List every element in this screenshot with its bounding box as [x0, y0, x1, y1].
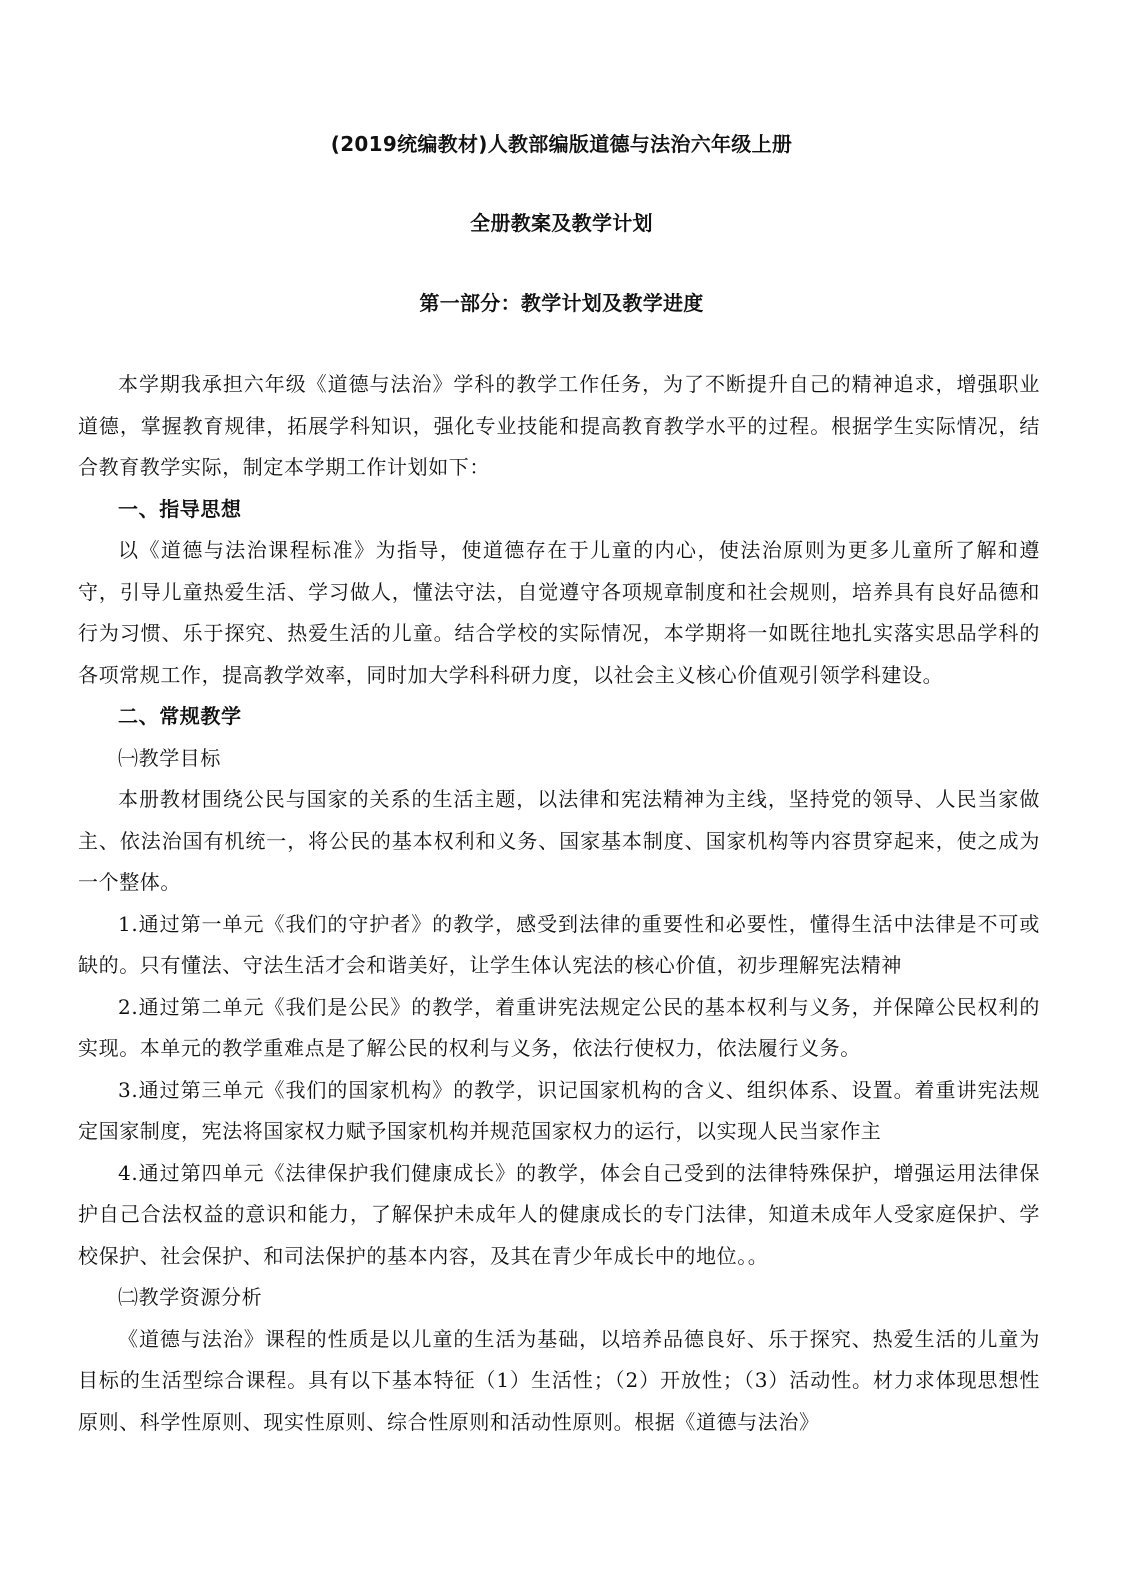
- section-heading-guiding-thought: 一、指导思想: [118, 496, 242, 521]
- resource-analysis-paragraph: 《道德与法治》课程的性质是以儿童的生活为基础，以培养品德良好、乐于探究、热爱生活的儿童为目标的生活型综合课程。具有以下基本特征（1）生活性；（2）开放性；（3）活动性。材力求体现思想性原则、科学性原则、现实性原则、综合性原则和活动性原则。根据《道德与法治》: [78, 1326, 1040, 1434]
- document-body: [78, 364, 1040, 1443]
- subheading-resource-analysis: ㈡教学资源分析: [118, 1285, 263, 1309]
- intro-paragraph: 本学期我承担六年级《道德与法治》学科的教学工作任务，为了不断提升自己的精神追求，增强职业道德，掌握教育规律，拓展学科知识，强化专业技能和提高教育教学水平的过程。根据学生实际情况，结合教育教学实际，制定本学期工作计划如下：: [78, 372, 1040, 479]
- section-heading-routine-teaching: 二、常规教学: [118, 704, 242, 728]
- goal-item-3: 3.通过第三单元《我们的国家机构》的教学，识记国家机构的含义、组织体系、设置。着重讲宪法规定国家制度，宪法将国家权力赋予国家机构并规范国家权力的运行，以实现人民当家作主: [78, 1077, 1040, 1143]
- guiding-thought-paragraph: 以《道德与法治课程标准》为指导，使道德存在于儿童的内心，使法治原则为更多儿童所了解和遵守，引导儿童热爱生活、学习做人，懂法守法，自觉遵守各项规章制度和社会规则，培养具有良好品德和行为习惯、乐于探究、热爱生活的儿童。结合学校的实际情况，本学期将一如既往地扎实落实思品学科的各项常规工作，提高教学效率，同时加大学科科研力度，以社会主义核心价值观引领学科建设。: [78, 538, 1040, 687]
- goal-item-2: 2.通过第二单元《我们是公民》的教学，着重讲宪法规定公民的基本权利与义务，并保障公民权利的实现。本单元的教学重难点是了解公民的权利与义务，依法行使权力，依法履行义务。: [78, 994, 1040, 1060]
- part-heading: 第一部分：教学计划及教学进度: [419, 291, 704, 315]
- document-title: (2019统编教材)人教部编版道德与法治六年级上册: [330, 132, 793, 156]
- goal-item-4: 4.通过第四单元《法律保护我们健康成长》的教学，体会自己受到的法律特殊保护，增强运用法律保护自己合法权益的意识和能力，了解保护未成年人的健康成长的专门法律，知道未成年人受家庭保护、学校保护、社会保护、和司法保护的基本内容，及其在青少年成长中的地位。。: [78, 1160, 1040, 1268]
- subheading-teaching-goals: ㈠教学目标: [118, 745, 221, 770]
- goal-item-1: 1.通过第一单元《我们的守护者》的教学，感受到法律的重要性和必要性，懂得生活中法律是不可或缺的。只有懂法、守法生活才会和谐美好，让学生体认宪法的核心价值，初步理解宪法精神: [78, 911, 1040, 977]
- document-subtitle: 全册教案及教学计划: [470, 211, 653, 235]
- teaching-goals-paragraph: 本册教材围绕公民与国家的关系的生活主题，以法律和宪法精神为主线，坚持党的领导、人民当家做主、依法治国有机统一，将公民的基本权利和义务、国家基本制度、国家机构等内容贯穿起来，使之成为一个整体。: [78, 787, 1040, 894]
